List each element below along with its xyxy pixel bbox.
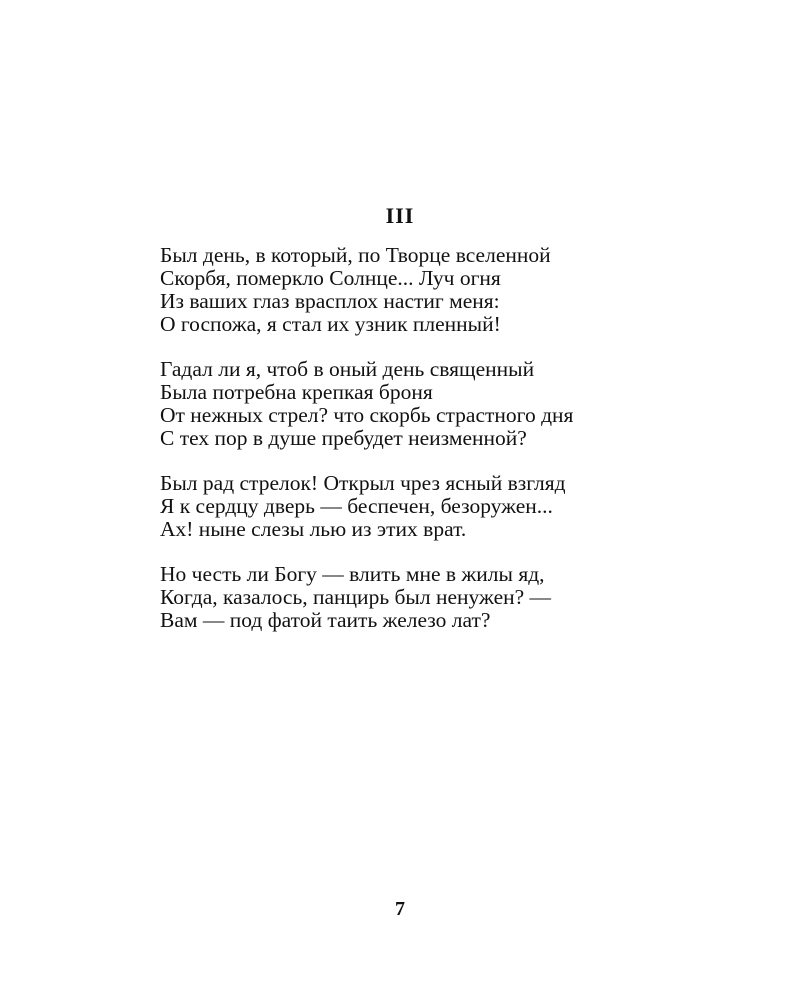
poem-line: Гадал ли я, чтоб в оный день священный: [160, 357, 535, 381]
stanza-2: [160, 358, 780, 450]
poem-line: Из ваших глаз врасплох настиг меня:: [160, 289, 500, 313]
page-number: 7: [395, 898, 405, 920]
stanza-4: [160, 563, 780, 632]
poem-line: О госпожа, я стал их узник пленный!: [160, 312, 501, 336]
section-number: III: [385, 203, 415, 228]
poem-line: Когда, казалось, панцирь был ненужен? —: [160, 585, 552, 609]
poem-line: Ах! ныне слезы лью из этих врат.: [160, 517, 467, 541]
poem-line: Я к сердцу дверь — беспечен, безоружен...: [160, 494, 553, 518]
stanza-3: [160, 472, 780, 541]
poem-line: Вам — под фатой таить железо лат?: [160, 608, 491, 632]
poem-line: Был рад стрелок! Открыл чрез ясный взгляд: [160, 471, 566, 495]
poem-line: Скорбя, померкло Солнце... Луч огня: [160, 266, 501, 290]
poem-line: Был день, в который, по Творце вселенной: [160, 243, 551, 267]
poem-line: Но честь ли Богу — влить мне в жилы яд,: [160, 562, 545, 586]
stanza-1: [160, 244, 780, 336]
poem: [160, 244, 780, 654]
poem-line: Была потребна крепкая броня: [160, 380, 433, 404]
poem-line: С тех пор в душе пребудет неизменной?: [160, 426, 527, 450]
poem-line: От нежных стрел? что скорбь страстного дня: [160, 403, 574, 427]
